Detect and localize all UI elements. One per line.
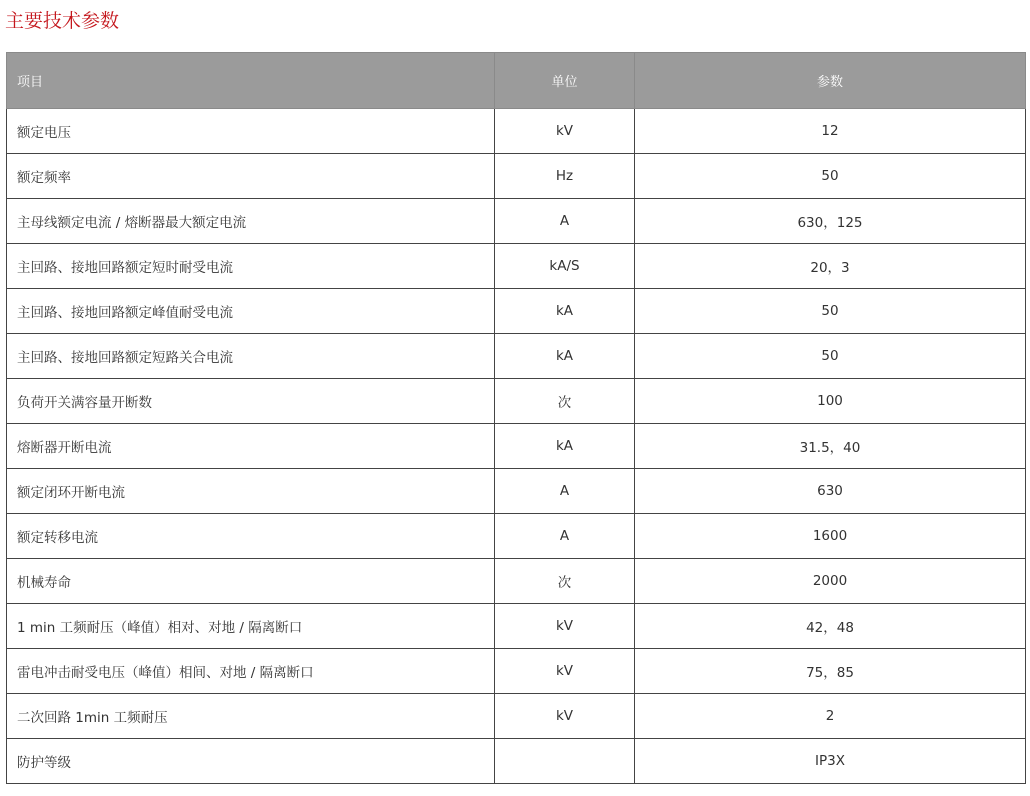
table-row: [7, 334, 1026, 379]
row-value: 100: [635, 379, 1026, 424]
row-value: 50: [635, 334, 1026, 379]
specification-table: [6, 52, 1026, 784]
table-row: [7, 559, 1026, 604]
row-value: 1600: [635, 514, 1026, 559]
row-item-label: 主回路、接地回路额定峰值耐受电流: [7, 289, 495, 334]
row-item-label: 负荷开关满容量开断数: [7, 379, 495, 424]
row-value: 12: [635, 109, 1026, 154]
row-item-label: 机械寿命: [7, 559, 495, 604]
page-title: 主要技术参数: [5, 10, 120, 32]
row-value: IP3X: [635, 739, 1026, 784]
row-item-label: 主母线额定电流 / 熔断器最大额定电流: [7, 199, 495, 244]
row-value: 630: [635, 469, 1026, 514]
row-item-label: 熔断器开断电流: [7, 424, 495, 469]
row-unit: kV: [495, 109, 635, 154]
row-item-label: 二次回路 1min 工频耐压: [7, 694, 495, 739]
row-item-label: 额定转移电流: [7, 514, 495, 559]
row-value: 630，125: [635, 199, 1026, 244]
column-header-item: 项目: [7, 53, 495, 109]
row-item-label: 1 min 工频耐压（峰值）相对、对地 / 隔离断口: [7, 604, 495, 649]
table-row: [7, 154, 1026, 199]
row-unit: [495, 739, 635, 784]
row-unit: A: [495, 199, 635, 244]
row-value: 75，85: [635, 649, 1026, 694]
row-unit: 次: [495, 559, 635, 604]
row-unit: A: [495, 469, 635, 514]
row-unit: kA/S: [495, 244, 635, 289]
table-row: [7, 739, 1026, 784]
row-unit: kV: [495, 694, 635, 739]
table-row: [7, 604, 1026, 649]
table-row: [7, 469, 1026, 514]
row-item-label: 防护等级: [7, 739, 495, 784]
table-header-row: [7, 53, 1026, 109]
row-unit: 次: [495, 379, 635, 424]
row-value: 42，48: [635, 604, 1026, 649]
row-item-label: 额定闭环开断电流: [7, 469, 495, 514]
table-row: [7, 244, 1026, 289]
row-unit: A: [495, 514, 635, 559]
row-value: 31.5，40: [635, 424, 1026, 469]
column-header-value: 参数: [635, 53, 1026, 109]
table-row: [7, 379, 1026, 424]
row-item-label: 雷电冲击耐受电压（峰值）相间、对地 / 隔离断口: [7, 649, 495, 694]
row-value: 50: [635, 289, 1026, 334]
row-value: 2: [635, 694, 1026, 739]
column-header-unit: 单位: [495, 53, 635, 109]
row-item-label: 额定频率: [7, 154, 495, 199]
row-unit: kV: [495, 604, 635, 649]
row-item-label: 额定电压: [7, 109, 495, 154]
row-value: 50: [635, 154, 1026, 199]
row-value: 20，3: [635, 244, 1026, 289]
row-unit: kA: [495, 424, 635, 469]
row-unit: kV: [495, 649, 635, 694]
row-value: 2000: [635, 559, 1026, 604]
row-item-label: 主回路、接地回路额定短时耐受电流: [7, 244, 495, 289]
table-row: [7, 649, 1026, 694]
row-unit: Hz: [495, 154, 635, 199]
table-row: [7, 289, 1026, 334]
table-row: [7, 694, 1026, 739]
row-unit: kA: [495, 334, 635, 379]
row-item-label: 主回路、接地回路额定短路关合电流: [7, 334, 495, 379]
table-row: [7, 109, 1026, 154]
table-row: [7, 199, 1026, 244]
table-row: [7, 424, 1026, 469]
row-unit: kA: [495, 289, 635, 334]
table-row: [7, 514, 1026, 559]
